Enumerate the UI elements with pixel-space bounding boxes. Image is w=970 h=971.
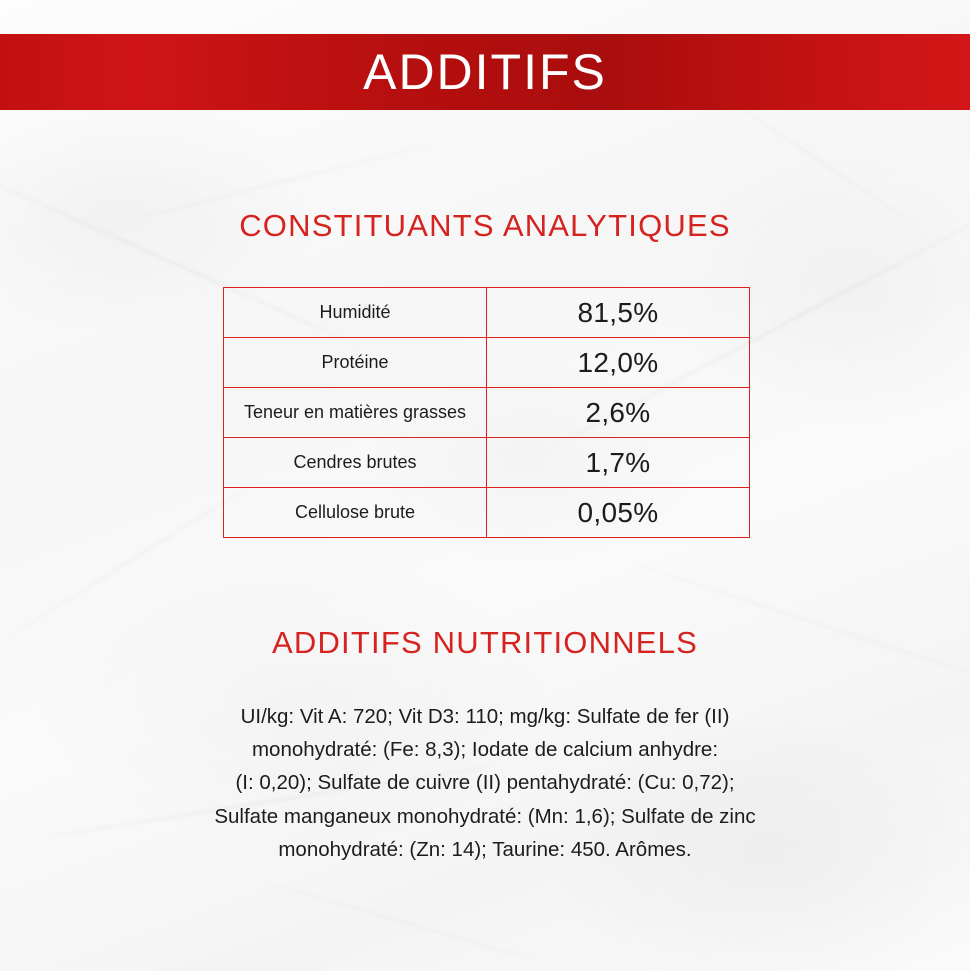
table-cell-value: 81,5% xyxy=(487,288,750,338)
table-cell-label: Cendres brutes xyxy=(224,438,487,488)
additives-line: Sulfate manganeux monohydraté: (Mn: 1,6); Sulfate de zinc xyxy=(214,804,756,828)
table-row xyxy=(224,438,750,488)
analytical-constituents-heading: CONSTITUANTS ANALYTIQUES xyxy=(239,208,731,243)
marble-vein xyxy=(265,881,535,960)
nutritional-additives-heading: ADDITIFS NUTRITIONNELS xyxy=(272,625,698,660)
page-title: ADDITIFS xyxy=(363,44,607,100)
header-banner xyxy=(0,34,970,110)
nutritional-additives-text xyxy=(95,700,875,866)
table-row xyxy=(224,388,750,438)
table-row xyxy=(224,288,750,338)
table-cell-label: Cellulose brute xyxy=(224,488,487,538)
table-cell-value: 12,0% xyxy=(487,338,750,388)
marble-vein xyxy=(629,561,970,680)
analytical-constituents-table xyxy=(223,287,750,538)
marble-vein xyxy=(2,481,257,642)
analytical-constituents-table-wrapper xyxy=(223,287,747,538)
additives-line: monohydraté: (Fe: 8,3); Iodate de calcium anhydre: xyxy=(251,738,719,762)
table-cell-label: Protéine xyxy=(224,338,487,388)
additives-line: UI/kg: Vit A: 720; Vit D3: 110; mg/kg: Sulfate de fer (II) xyxy=(240,705,730,728)
table-cell-value: 1,7% xyxy=(487,438,750,488)
additives-line: (I: 0,20); Sulfate de cuivre (II) pentahydraté: (Cu: 0,72); xyxy=(235,771,735,795)
table-cell-value: 2,6% xyxy=(487,388,750,438)
table-cell-value: 0,05% xyxy=(487,488,750,538)
table-cell-label: Teneur en matières grasses xyxy=(224,388,487,438)
table-row xyxy=(224,338,750,388)
additives-line: monohydraté: (Zn: 14); Taurine: 450. Arômes. xyxy=(278,837,692,861)
table-row xyxy=(224,488,750,538)
table-cell-label: Humidité xyxy=(224,288,487,338)
